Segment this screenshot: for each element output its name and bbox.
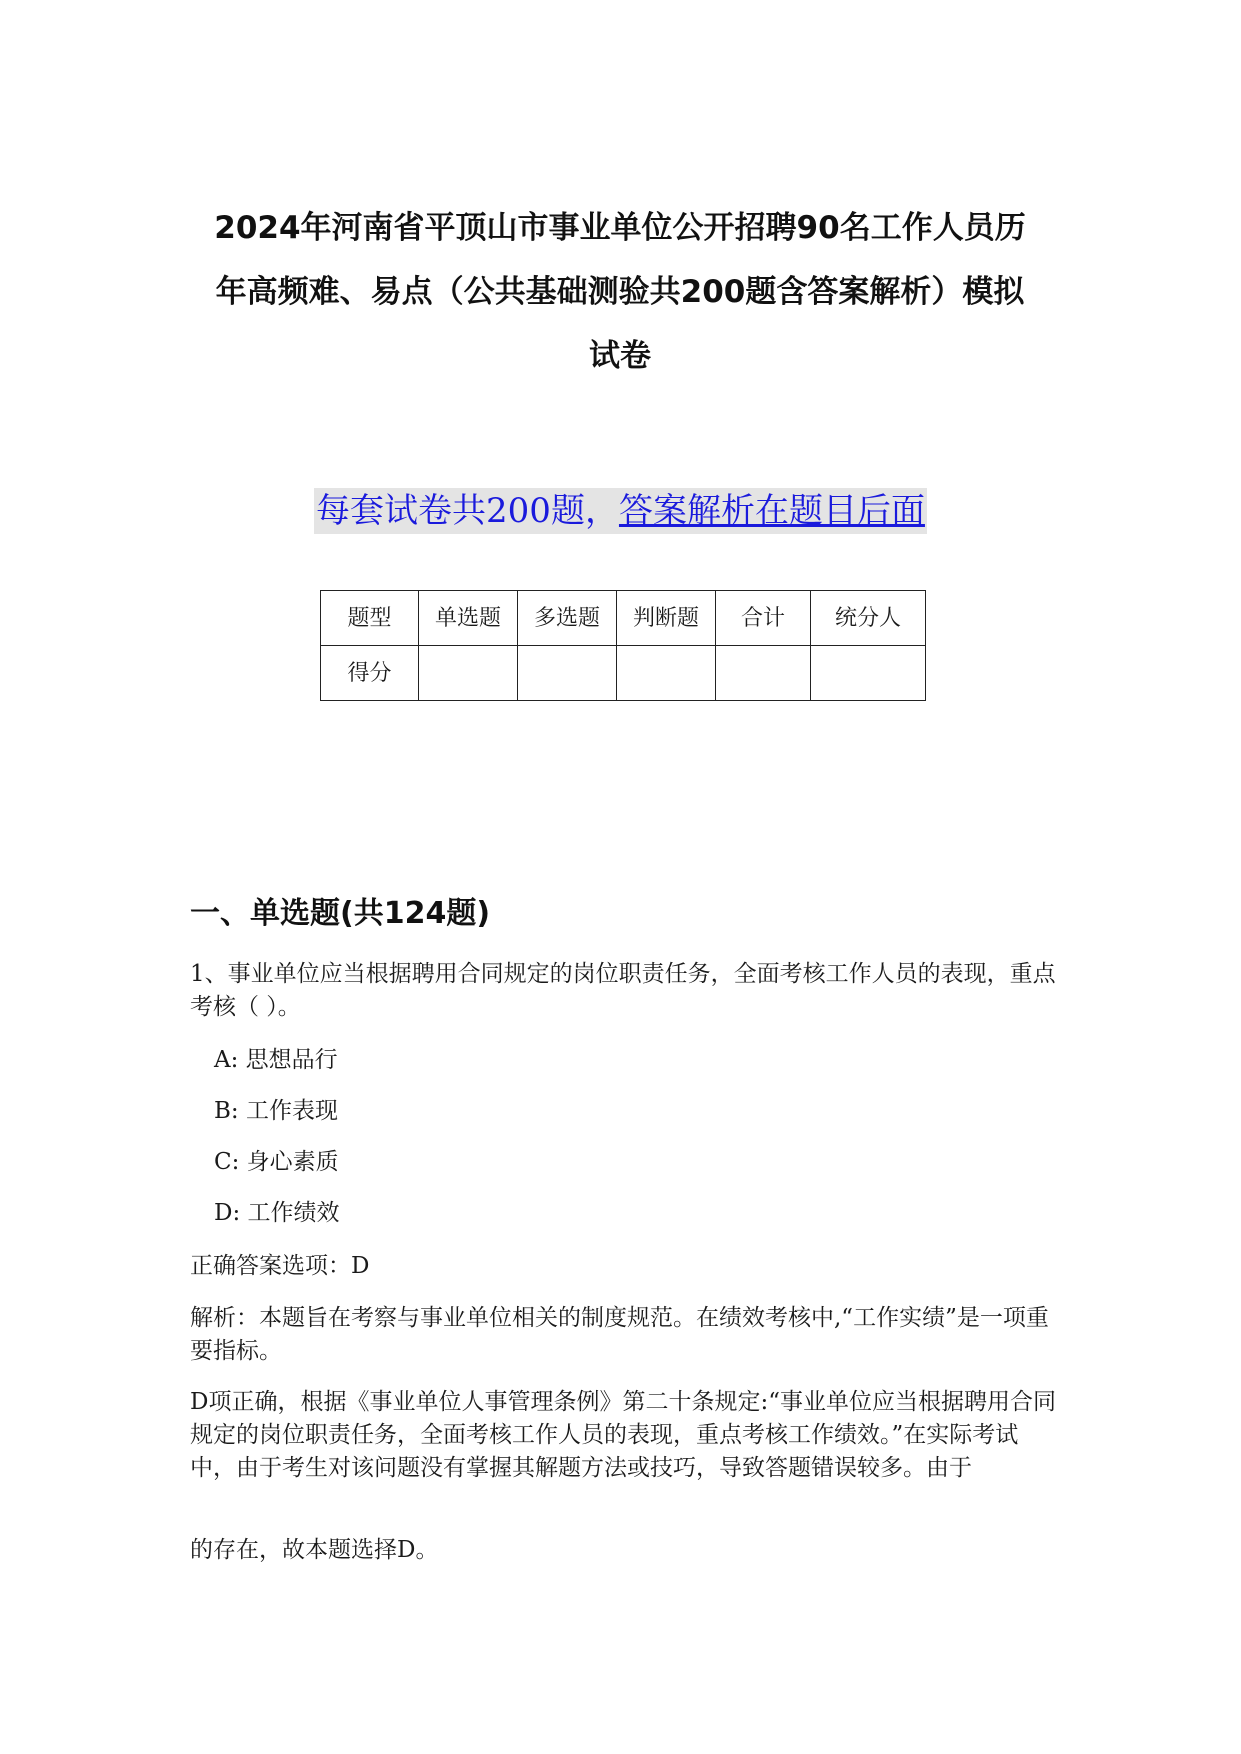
- score-cell-single-choice: [419, 646, 518, 701]
- question-text: 1、事业单位应当根据聘用合同规定的岗位职责任务，全面考核工作人员的表现，重点考核（ ）。: [190, 961, 1056, 1020]
- score-row-label: 得分: [321, 646, 419, 701]
- option-b-letter: B:: [214, 1098, 239, 1124]
- option-d: [214, 1197, 340, 1230]
- notice-text: 每套试卷共200题，: [316, 491, 619, 531]
- notice-highlight: [314, 488, 927, 534]
- score-table-header-row: [321, 591, 926, 646]
- title-line-2: 年高频难、易点（公共基础测验共200题含答案解析）模拟: [215, 274, 1025, 310]
- header-cell-type: 题型: [321, 591, 419, 646]
- title-line-3: 试卷: [589, 338, 651, 374]
- score-cell-total: [716, 646, 811, 701]
- option-b: [214, 1095, 338, 1128]
- header-cell-single-choice: 单选题: [419, 591, 518, 646]
- score-table-score-row: [321, 646, 926, 701]
- option-c-letter: C:: [214, 1149, 240, 1175]
- analysis-paragraph-2: D项正确，根据《事业单位人事管理条例》第二十条规定:“事业单位应当根据聘用合同规定的岗位职责任务，全面考核工作人员的表现，重点考核工作绩效。”在实际考试中，由于考生对该问题没有掌握其解题方法或技巧，导致答题错误较多。由于: [190, 1389, 1056, 1481]
- score-cell-multi-choice: [518, 646, 617, 701]
- document-title: [180, 196, 1060, 388]
- correct-answer: 正确答案选项：D: [190, 1253, 370, 1279]
- score-cell-scorer: [811, 646, 926, 701]
- section-heading: 一、单选题(共124题): [190, 896, 491, 931]
- header-cell-scorer: 统分人: [811, 591, 926, 646]
- header-cell-total: 合计: [716, 591, 811, 646]
- option-a: [214, 1044, 338, 1077]
- option-d-letter: D:: [214, 1200, 241, 1226]
- analysis-paragraph-3: 的存在，故本题选择D。: [190, 1537, 439, 1563]
- analysis-paragraph-1: 解析：本题旨在考察与事业单位相关的制度规范。在绩效考核中,“工作实绩”是一项重要指标。: [190, 1305, 1049, 1364]
- answer-location-link[interactable]: 答案解析在题目后面: [618, 491, 925, 531]
- title-line-1: 2024年河南省平顶山市事业单位公开招聘90名工作人员历: [214, 210, 1026, 246]
- option-d-text: 工作绩效: [247, 1200, 340, 1226]
- option-b-text: 工作表现: [245, 1098, 338, 1124]
- header-cell-true-false: 判断题: [617, 591, 716, 646]
- option-a-text: 思想品行: [245, 1047, 338, 1073]
- score-table: [320, 590, 926, 701]
- option-c-text: 身心素质: [246, 1149, 339, 1175]
- header-cell-multi-choice: 多选题: [518, 591, 617, 646]
- option-c: [214, 1146, 339, 1179]
- notice-banner: [0, 488, 1241, 534]
- score-cell-true-false: [617, 646, 716, 701]
- option-a-letter: A:: [214, 1047, 239, 1073]
